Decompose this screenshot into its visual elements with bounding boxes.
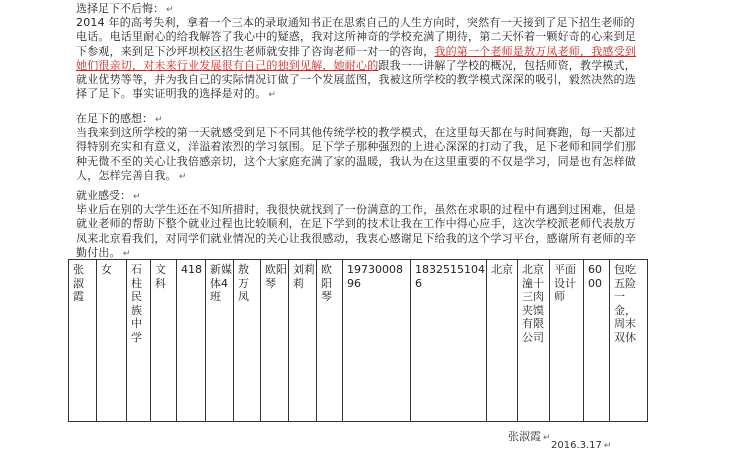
paragraph-mark-icon: ↵ <box>122 248 131 259</box>
paragraph-feelings: 当我来到这所学校的第一天就感受到足下不同其他传统学校的教学模式，在这里每天都在与时间赛跑，每一天都过得特别充实和有意义，洋溢着浓烈的学习氛围。足下学子那种强烈的上进心深深的打动了我，足下老师和同学们那种无微不至的关心让我倍感亲切，这个大家庭充满了家的温暖，我认为在这里重要的不仅是学习，同是也有怎样做人，怎样完善自我。 ↵ <box>76 126 636 182</box>
table-cell-subject: 文科 <box>150 260 177 421</box>
text-conclusion: 跟我一一讲解了学校的概况，包括师资，教学模式，就业优势等等，并为我自己的实际情况订做了一个发展蓝图，我被这所学校的教学模式深深的吸引，毅然决然的选择了足下。事实证明我的选择是对的。 <box>76 58 637 101</box>
table-cell-head-teacher: 刘莉莉 <box>288 260 317 421</box>
text-intro: 2014 年的高考失利，拿着一个三本的录取通知书正在思索自己的人生方向时，突然有一天接到了足下招生老师的电话。电话里耐心的给我解答了我心中的疑惑，我对这所神奇的学校充满了期待，第二天怀着一颗好奇的心来到足下参观，来到足下沙坪坝校区招生老师就安排了咨询老师一对一的咨询， <box>76 16 636 58</box>
paragraph-mark-icon: ↵ <box>166 5 174 15</box>
table-cell-company: 北京潼十三肉夹馍有限公司 <box>517 260 550 421</box>
section-title-no-regret: 选择足下不后悔： ↵ <box>76 2 174 15</box>
table-cell-consultant: 敖万凤 <box>233 260 261 421</box>
table-cell-score: 418 <box>176 260 206 421</box>
table-cell-employment-teacher: 欧阳琴 <box>316 260 343 421</box>
paragraph-mark-icon: ↵ <box>543 433 551 443</box>
signature-date: 2016.3.17 ↵ <box>551 440 612 451</box>
paragraph-mark-icon: ↵ <box>268 90 277 101</box>
table-cell-benefits: 包吃五险一金，周末双休 <box>609 260 648 421</box>
table-cell-city: 北京 <box>486 260 518 421</box>
paragraph-employment: 毕业后在别的大学生还在不知所措时，我很快就找到了一份满意的工作，虽然在求职的过程中有遇到过困难，但是就业老师的帮助下整个就业过程也比较顺利，在足下学到的技术让我在工作中得心应手，这次学校派老师代表敖万凤来北京看我们，对同学们就业情况的关心让我很感动，我衷心感谢足下给我的这个学习平台，感谢所有老师的辛勤付出。 ↵ <box>76 203 636 259</box>
table-cell-id-number: 1973000896 <box>342 260 411 421</box>
table-cell-salary: 6000 <box>583 260 610 421</box>
paragraph-mark-icon: ↵ <box>155 115 163 125</box>
table-cell-gender: 女 <box>96 260 127 421</box>
table-cell-teacher: 欧阳琴 <box>260 260 289 421</box>
paragraph-mark-icon: ↵ <box>133 192 141 202</box>
paragraph-admission-story <box>76 16 636 103</box>
section-title-feelings: 在足下的感想： ↵ <box>76 112 163 125</box>
table-cell-phone: 18325151046 <box>410 260 487 421</box>
paragraph-mark-icon: ↵ <box>603 441 612 451</box>
text-highlight-teacher: 我的第一个老师是敖万凤老师，我感受到她们很亲切，对未来行业发展很有自己的独到见解，她耐心的 <box>76 44 637 72</box>
table-cell-class: 新媒体4班 <box>205 260 234 421</box>
student-info-table <box>68 259 648 422</box>
table-cell-position: 平面设计师 <box>549 260 584 421</box>
paragraph-mark-icon: ↵ <box>178 171 187 182</box>
table-cell-name: 张淑霞 <box>73 263 84 303</box>
section-title-employment: 就业感受： ↵ <box>76 189 141 202</box>
table-cell-school: 石柱民族中学 <box>126 260 151 421</box>
signature-name: 张淑霞 ↵ <box>508 430 551 443</box>
